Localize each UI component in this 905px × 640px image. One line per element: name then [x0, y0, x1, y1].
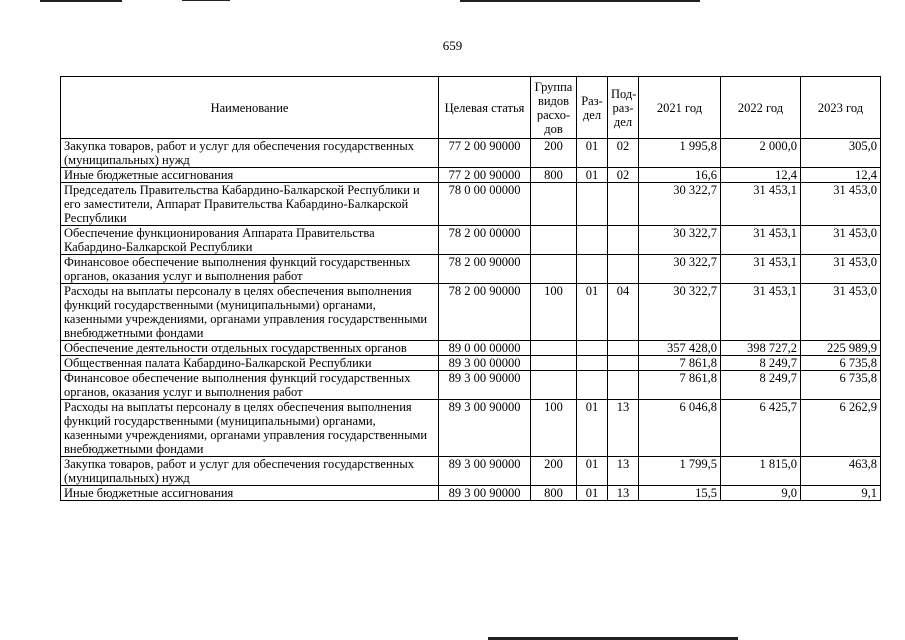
page-number: 659: [442, 38, 463, 53]
cell-expense-group: 100: [531, 400, 577, 457]
header-year-2021: 2021 год: [639, 77, 721, 139]
cell-target-article: 89 3 00 90000: [439, 371, 531, 400]
cell-name: Финансовое обеспечение выполнения функций государственных органов, оказания услуг и выполнения работ: [61, 255, 439, 284]
cell-name: Закупка товаров, работ и услуг для обеспечения государственных (муниципальных) нужд: [61, 139, 439, 168]
cell-year-2021: 7 861,8: [639, 371, 721, 400]
cell-year-2022: 398 727,2: [721, 341, 801, 356]
cell-year-2022: 6 425,7: [721, 400, 801, 457]
cell-year-2022: 2 000,0: [721, 139, 801, 168]
cell-year-2023: 31 453,0: [801, 284, 881, 341]
cell-expense-group: 200: [531, 457, 577, 486]
cell-section: [577, 255, 608, 284]
cell-year-2021: 6 046,8: [639, 400, 721, 457]
cell-expense-group: [531, 255, 577, 284]
header-target-article: Целевая статья: [439, 77, 531, 139]
table-row: [61, 168, 881, 183]
cell-target-article: 78 2 00 90000: [439, 284, 531, 341]
cell-section: 01: [577, 400, 608, 457]
cell-name: Расходы на выплаты персоналу в целях обеспечения выполнения функций государственными (муниципальными) органами, казенными учреждениями, органами управления государственными внебюджетными фондами: [61, 284, 439, 341]
cell-subsection: 13: [608, 400, 639, 457]
cell-year-2022: 31 453,1: [721, 226, 801, 255]
cell-subsection: 13: [608, 457, 639, 486]
cell-expense-group: [531, 226, 577, 255]
header-name: Наименование: [61, 77, 439, 139]
cell-target-article: 89 3 00 90000: [439, 457, 531, 486]
table-row: [61, 226, 881, 255]
cell-year-2022: 31 453,1: [721, 183, 801, 226]
cell-expense-group: [531, 183, 577, 226]
cell-target-article: 89 3 00 00000: [439, 356, 531, 371]
cell-target-article: 78 2 00 00000: [439, 226, 531, 255]
cell-target-article: 78 0 00 00000: [439, 183, 531, 226]
scan-edge-mark: [460, 0, 700, 2]
cell-year-2021: 1 799,5: [639, 457, 721, 486]
cell-section: [577, 226, 608, 255]
cell-year-2023: 6 735,8: [801, 371, 881, 400]
cell-year-2023: 9,1: [801, 486, 881, 501]
cell-year-2023: 31 453,0: [801, 255, 881, 284]
table-row: [61, 371, 881, 400]
cell-year-2023: 6 262,9: [801, 400, 881, 457]
cell-subsection: [608, 356, 639, 371]
cell-year-2022: 8 249,7: [721, 356, 801, 371]
cell-expense-group: 800: [531, 486, 577, 501]
cell-target-article: 89 3 00 90000: [439, 400, 531, 457]
cell-section: [577, 356, 608, 371]
cell-name: Иные бюджетные ассигнования: [61, 168, 439, 183]
cell-section: 01: [577, 284, 608, 341]
cell-expense-group: 800: [531, 168, 577, 183]
cell-year-2022: 8 249,7: [721, 371, 801, 400]
table-row: [61, 356, 881, 371]
cell-year-2023: 6 735,8: [801, 356, 881, 371]
cell-year-2021: 30 322,7: [639, 284, 721, 341]
cell-name: Председатель Правительства Кабардино-Балкарской Республики и его заместители, Аппарат Правительства Кабардино-Балкарской Республики: [61, 183, 439, 226]
cell-section: [577, 371, 608, 400]
cell-year-2023: 31 453,0: [801, 183, 881, 226]
cell-subsection: 02: [608, 139, 639, 168]
cell-year-2023: 31 453,0: [801, 226, 881, 255]
cell-target-article: 89 0 00 00000: [439, 341, 531, 356]
budget-table: [60, 76, 881, 501]
table-row: [61, 457, 881, 486]
table-row: [61, 400, 881, 457]
cell-year-2021: 7 861,8: [639, 356, 721, 371]
cell-year-2021: 357 428,0: [639, 341, 721, 356]
table-row: [61, 486, 881, 501]
cell-year-2023: 463,8: [801, 457, 881, 486]
cell-target-article: 77 2 00 90000: [439, 139, 531, 168]
table-row: [61, 341, 881, 356]
cell-year-2023: 12,4: [801, 168, 881, 183]
cell-section: 01: [577, 139, 608, 168]
cell-target-article: 77 2 00 90000: [439, 168, 531, 183]
scan-edge-mark: [40, 0, 122, 2]
cell-year-2022: 31 453,1: [721, 284, 801, 341]
cell-subsection: [608, 371, 639, 400]
header-subsection: Под-раз-дел: [608, 77, 639, 139]
cell-subsection: [608, 255, 639, 284]
cell-name: Финансовое обеспечение выполнения функций государственных органов, оказания услуг и выполнения работ: [61, 371, 439, 400]
table-header-row: [61, 77, 881, 139]
table-row: [61, 139, 881, 168]
cell-year-2021: 15,5: [639, 486, 721, 501]
cell-year-2022: 9,0: [721, 486, 801, 501]
cell-section: [577, 183, 608, 226]
cell-year-2022: 12,4: [721, 168, 801, 183]
header-year-2022: 2022 год: [721, 77, 801, 139]
cell-name: Обеспечение функционирования Аппарата Правительства Кабардино-Балкарской Республики: [61, 226, 439, 255]
cell-subsection: 02: [608, 168, 639, 183]
cell-name: Закупка товаров, работ и услуг для обеспечения государственных (муниципальных) нужд: [61, 457, 439, 486]
cell-section: 01: [577, 486, 608, 501]
cell-subsection: 04: [608, 284, 639, 341]
table-row: [61, 284, 881, 341]
cell-year-2021: 30 322,7: [639, 183, 721, 226]
cell-target-article: 89 3 00 90000: [439, 486, 531, 501]
cell-section: 01: [577, 457, 608, 486]
cell-year-2021: 1 995,8: [639, 139, 721, 168]
cell-expense-group: 100: [531, 284, 577, 341]
cell-name: Расходы на выплаты персоналу в целях обеспечения выполнения функций государственными (муниципальными) органами, казенными учреждениями, органами управления государственными внебюджетными фондами: [61, 400, 439, 457]
cell-name: Общественная палата Кабардино-Балкарской Республики: [61, 356, 439, 371]
cell-section: 01: [577, 168, 608, 183]
cell-target-article: 78 2 00 90000: [439, 255, 531, 284]
cell-year-2022: 1 815,0: [721, 457, 801, 486]
cell-subsection: 13: [608, 486, 639, 501]
cell-name: Иные бюджетные ассигнования: [61, 486, 439, 501]
cell-year-2022: 31 453,1: [721, 255, 801, 284]
header-expense-group: Группа видов расхо-дов: [531, 77, 577, 139]
cell-expense-group: [531, 356, 577, 371]
cell-year-2021: 30 322,7: [639, 226, 721, 255]
table-row: [61, 255, 881, 284]
cell-year-2023: 225 989,9: [801, 341, 881, 356]
cell-subsection: [608, 183, 639, 226]
scan-edge-mark: [182, 0, 230, 1]
cell-subsection: [608, 341, 639, 356]
header-year-2023: 2023 год: [801, 77, 881, 139]
cell-expense-group: [531, 341, 577, 356]
cell-year-2021: 16,6: [639, 168, 721, 183]
table-row: [61, 183, 881, 226]
header-section: Раз-дел: [577, 77, 608, 139]
cell-section: [577, 341, 608, 356]
cell-year-2021: 30 322,7: [639, 255, 721, 284]
cell-name: Обеспечение деятельности отдельных государственных органов: [61, 341, 439, 356]
cell-expense-group: 200: [531, 139, 577, 168]
cell-subsection: [608, 226, 639, 255]
cell-year-2023: 305,0: [801, 139, 881, 168]
cell-expense-group: [531, 371, 577, 400]
